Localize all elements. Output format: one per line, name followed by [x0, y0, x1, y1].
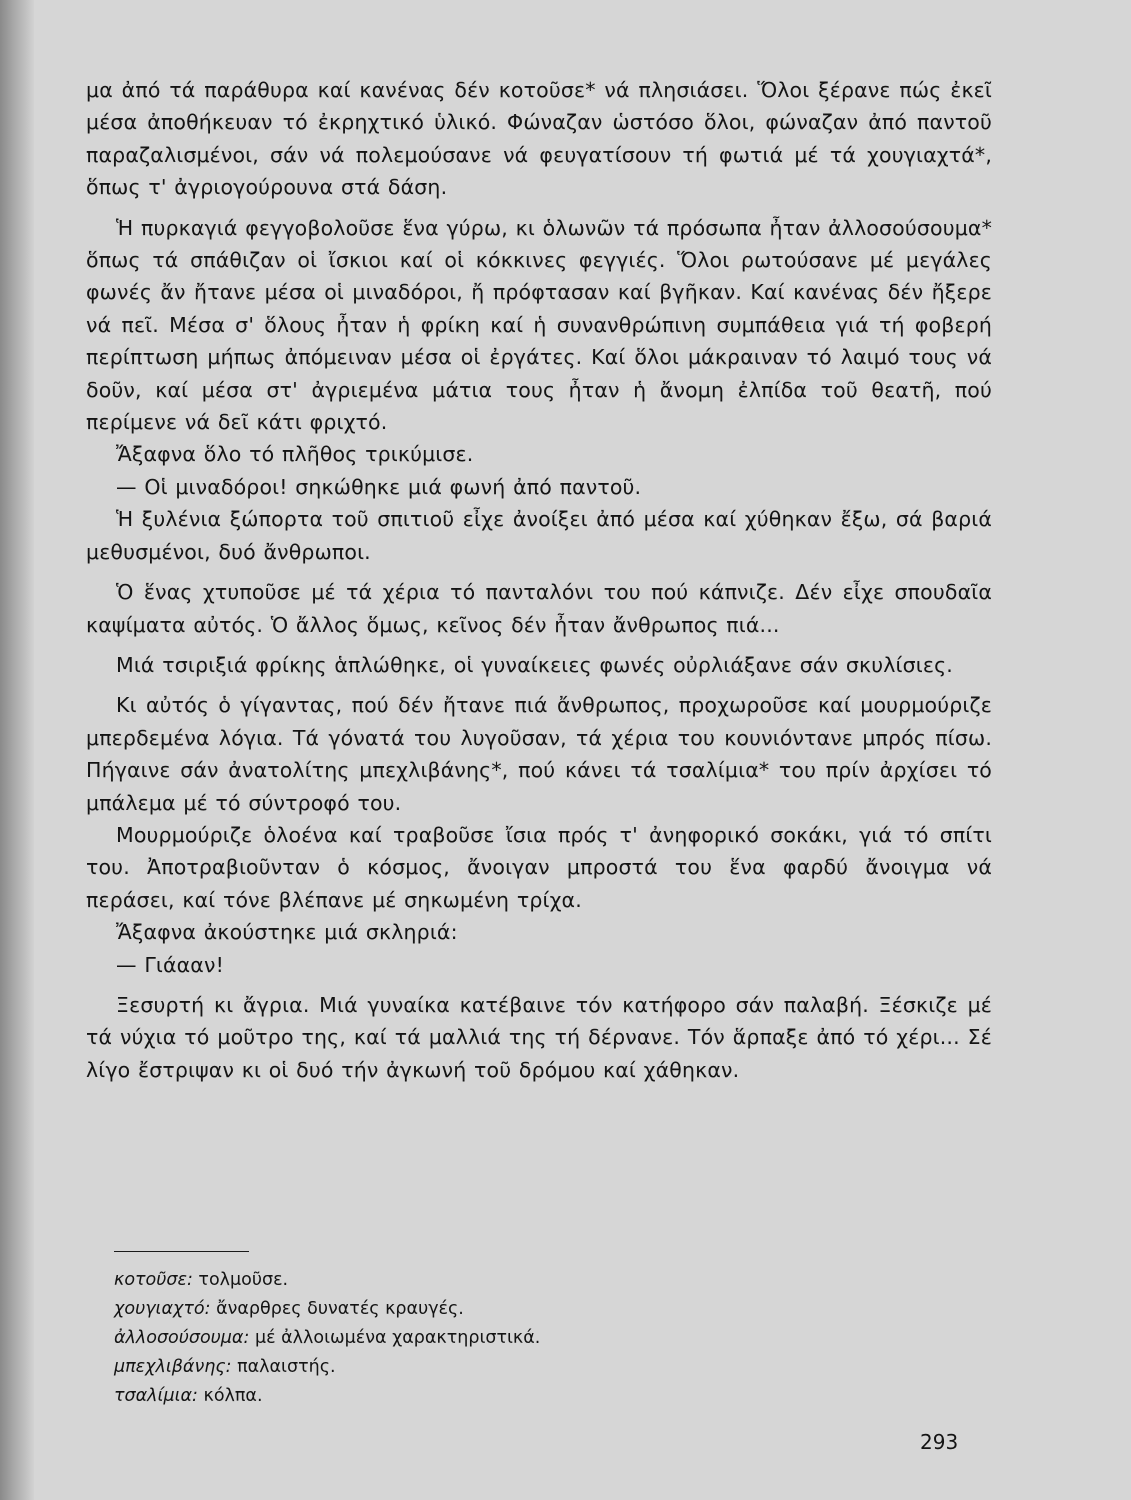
footnote-definition: τολμοῦσε.	[198, 1270, 289, 1290]
page-number: 293	[920, 1430, 959, 1454]
paragraph-6: Ὁ ἕνας χτυποῦσε μέ τά χέρια τό πανταλόνι του πού κάπνιζε. Δέν εἶχε σπουδαῖα καψίματα αὐτός. Ὁ ἄλλος ὅμως, κεῖνος δέν ἦταν ἄνθρωπος πιά...	[86, 580, 992, 637]
footnotes	[114, 1266, 994, 1411]
footnote-term: κοτοῦσε:	[114, 1270, 193, 1290]
footnote-term: ἀλλοσούσουμα:	[114, 1328, 250, 1348]
footnote-item	[114, 1324, 994, 1353]
footnote-item	[114, 1353, 994, 1382]
paragraph-5: Ἡ ξυλένια ξώπορτα τοῦ σπιτιοῦ εἶχε ἀνοίξει ἀπό μέσα καί χύθηκαν ἔξω, σά βαριά μεθυσμένοι, δυό ἄνθρωποι.	[86, 507, 992, 564]
paragraph-7: Μιά τσιριξιά φρίκης ἁπλώθηκε, οἱ γυναίκειες φωνές οὐρλιάξανε σάν σκυλίσιες.	[116, 652, 953, 677]
paragraph-8: Κι αὐτός ὁ γίγαντας, πού δέν ἤτανε πιά ἄνθρωπος, προχωροῦσε καί μουρμούριζε μπερδεμένα λόγια. Τά γόνατά του λυγοῦσαν, τά χέρια του κουνιόντανε μπρός πίσω. Πήγαινε σάν ἀνατολίτης μπεχλιβάνης*, πού κάνει τά τσαλίμια* του πρίν ἀρχίσει τό μπάλεμα μέ τό σύντροφό του.	[86, 693, 992, 815]
footnote-definition: μέ ἀλλοιωμένα χαρακτηριστικά.	[254, 1328, 541, 1348]
main-text	[86, 74, 992, 1086]
paragraph-4-dialogue: — Οἱ μιναδόροι! σηκώθηκε μιά φωνή ἀπό παντοῦ.	[116, 474, 642, 499]
paragraph-1: μα ἀπό τά παράθυρα καί κανένας δέν κοτοῦσε* νά πλησιάσει. Ὅλοι ξέρανε πώς ἐκεῖ μέσα ἀποθήκευαν τό ἐκρηχτικό ὑλικό. Φώναζαν ὡστόσο ὅλοι, φώναζαν ἀπό παντοῦ παραζαλισμένοι, σάν νά πολεμούσανε νά φευγατίσουν τή φωτιά μέ τά χουγιαχτά*, ὅπως τ' ἀγριογούρουνα στά δάση.	[86, 78, 992, 200]
paragraph-10: Ἄξαφνα ἀκούστηκε μιά σκληριά:	[116, 920, 458, 945]
paragraph-9: Μουρμούριζε ὁλοένα καί τραβοῦσε ἴσια πρός τ' ἀνηφορικό σοκάκι, γιά τό σπίτι του. Ἀποτραβιοῦνταν ὁ κόσμος, ἄνοιγαν μπροστά του ἕνα φαρδύ ἄνοιγμα νά περάσει, καί τόνε βλέπανε μέ σηκωμένη τρίχα.	[86, 822, 992, 912]
footnote-term: τσαλίμια:	[114, 1386, 198, 1406]
footnote-term: μπεχλιβάνης:	[114, 1357, 232, 1377]
footnote-definition: ἄναρθρες δυνατές κραυγές.	[216, 1299, 464, 1319]
footnote-definition: παλαιστής.	[237, 1357, 336, 1377]
paragraph-12: Ξεσυρτή κι ἄγρια. Μιά γυναίκα κατέβαινε τόν κατήφορο σάν παλαβή. Ξέσκιζε μέ τά νύχια τό μοῦτρο της, καί τά μαλλιά της τή δέρνανε. Τόν ἅρπαξε ἀπό τό χέρι... Σέ λίγο ἔστριψαν κι οἱ δυό τήν ἀγκωνή τοῦ δρόμου καί χάθηκαν.	[86, 992, 992, 1082]
paragraph-2: Ἡ πυρκαγιά φεγγοβολοῦσε ἕνα γύρω, κι ὁλωνῶν τά πρόσωπα ἦταν ἀλλοσούσουμα* ὅπως τά σπάθιζαν οἱ ἴσκιοι καί οἱ κόκκινες φεγγιές. Ὅλοι ρωτούσανε μέ μεγάλες φωνές ἄν ἤτανε μέσα οἱ μιναδόροι, ἤ πρόφτασαν καί βγῆκαν. Καί κανένας δέν ἤξερε νά πεῖ. Μέσα σ' ὅλους ἦταν ἡ φρίκη καί ἡ συνανθρώπινη συμπάθεια γιά τή φοβερή περίπτωση μήπως ἀπόμειναν μέσα οἱ ἐργάτες. Καί ὅλοι μάκραιναν τό λαιμό τους νά δοῦν, καί μέσα στ' ἀγριεμένα μάτια τους ἦταν ἡ ἄνομη ἐλπίδα τοῦ θεατῆ, πού περίμενε νά δεῖ κάτι φριχτό.	[86, 215, 992, 435]
footnote-item	[114, 1295, 994, 1324]
footnote-item	[114, 1382, 994, 1411]
footnote-term: χουγιαχτό:	[114, 1299, 211, 1319]
footnote-divider	[114, 1251, 249, 1252]
book-page	[34, 0, 1131, 1500]
paragraph-3: Ἄξαφνα ὅλο τό πλῆθος τρικύμισε.	[116, 442, 474, 467]
footnote-definition: κόλπα.	[203, 1386, 263, 1406]
book-binding-shadow	[0, 0, 34, 1500]
paragraph-11-dialogue: — Γιάααν!	[116, 952, 224, 977]
footnote-item	[114, 1266, 994, 1295]
